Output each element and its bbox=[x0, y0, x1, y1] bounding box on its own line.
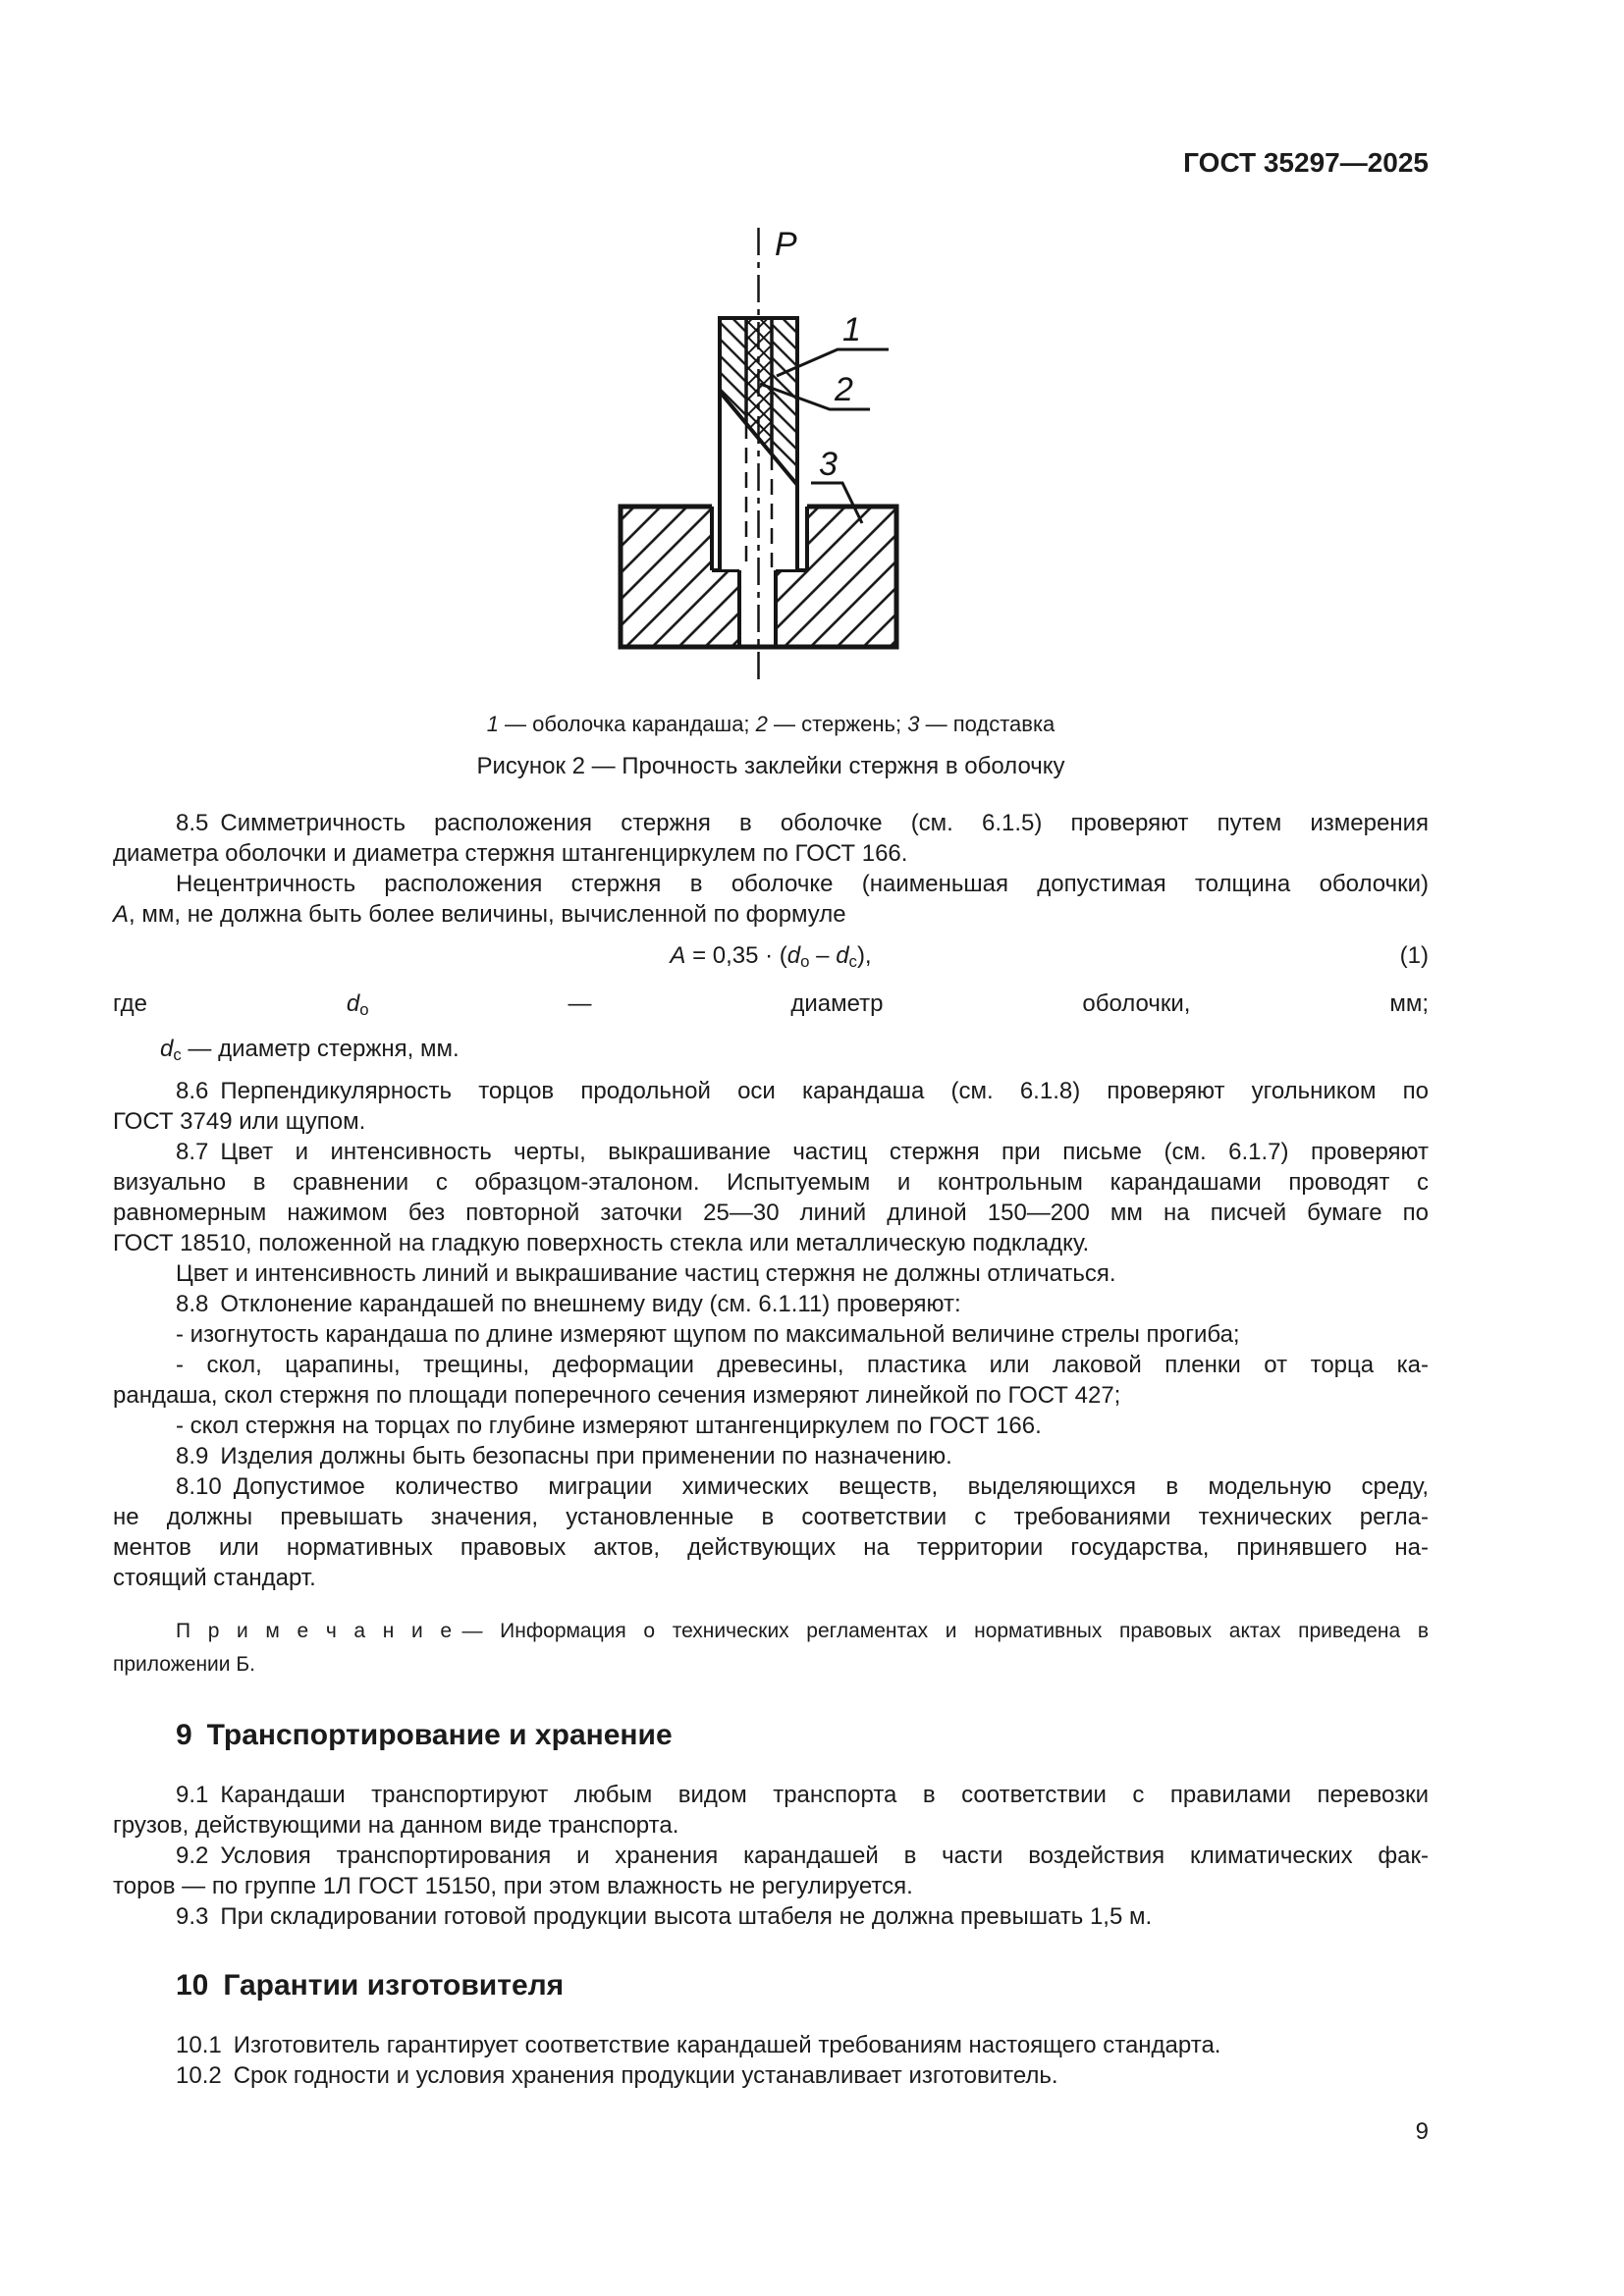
page-number: 9 bbox=[1415, 2117, 1429, 2145]
text-line: ГОСТ 3749 или щупом. bbox=[113, 1107, 366, 1135]
paragraph bbox=[113, 808, 1429, 869]
pencil-glue-strength-diagram bbox=[579, 218, 1031, 696]
paragraph bbox=[113, 1289, 1429, 1319]
text-line: ГОСТ 18510, положенной на гладкую поверхность стекла или металлическую подкладку. bbox=[113, 1229, 1090, 1256]
text-line: 10.2 Срок годности и условия хранения продукции устанавливает изготовитель. bbox=[176, 2061, 1058, 2089]
text-line: 8.8 Отклонение карандашей по внешнему виду (см. 6.1.11) проверяют: bbox=[176, 1290, 961, 1317]
paragraph bbox=[113, 1350, 1429, 1411]
text-line: где dо — диаметр оболочки, мм; bbox=[113, 990, 1429, 1020]
text-line: 9.2 Условия транспортирования и хранения карандашей в части воздействия климатических фак- bbox=[176, 1842, 1429, 1869]
text-line: 8.10 Допустимое количество миграции химических веществ, выделяющихся в модельную среду, bbox=[176, 1472, 1429, 1500]
text-line: визуально в сравнении с образцом-эталоном. Испытуемым и контрольным карандашами проводят с bbox=[113, 1168, 1429, 1196]
text-line: ментов или нормативных правовых актов, действующих на территории государства, принявшего на- bbox=[113, 1533, 1429, 1561]
text-line: не должны превышать значения, установленные в соответствии с требованиями технических регла- bbox=[113, 1503, 1429, 1530]
part-label-1: 1 bbox=[842, 311, 861, 348]
text-line: 9.1 Карандаши транспортируют любым видом транспорта в соответствии с правилами перевозки bbox=[176, 1781, 1429, 1808]
text-line: стоящий стандарт. bbox=[113, 1564, 316, 1591]
paragraph bbox=[113, 2030, 1429, 2060]
paragraph bbox=[113, 1841, 1429, 1901]
paragraph bbox=[113, 1411, 1429, 1441]
text-line: рандаша, скол стержня по площади поперечного сечения измеряют линейкой по ГОСТ 427; bbox=[113, 1381, 1121, 1409]
text-line: Цвет и интенсивность линий и выкрашивание частиц стержня не должны отличаться. bbox=[176, 1259, 1116, 1287]
text-line: - скол, царапины, трещины, деформации древесины, пластика или лаковой пленки от торца ка- bbox=[176, 1351, 1429, 1378]
formula-number: (1) bbox=[1399, 942, 1429, 969]
figure-legend: 1 — оболочка карандаша; 2 — стержень; 3 — подставка bbox=[486, 712, 1056, 736]
text-line: грузов, действующими на данном виде транспорта. bbox=[113, 1811, 679, 1839]
text-line: 8.6 Перпендикулярность торцов продольной оси карандаша (см. 6.1.8) проверяют угольником по bbox=[176, 1077, 1429, 1104]
text-line: - скол стержня на торцах по глубине измеряют штангенциркулем по ГОСТ 166. bbox=[176, 1412, 1042, 1439]
section-heading bbox=[113, 1967, 1429, 2004]
text-line: 10.1 Изготовитель гарантирует соответствие карандашей требованиям настоящего стандарта. bbox=[176, 2031, 1221, 2058]
paragraph bbox=[113, 1780, 1429, 1841]
paragraph bbox=[113, 1441, 1429, 1471]
formula-expression: А = 0,35 · (dо – dс), bbox=[670, 942, 872, 972]
force-label: P bbox=[775, 226, 797, 263]
text-line: диаметра оболочки и диаметра стержня штангенциркулем по ГОСТ 166. bbox=[113, 840, 908, 867]
text-line: П р и м е ч а н и е — Информация о технических регламентах и нормативных правовых актах приведена в bbox=[176, 1619, 1429, 1642]
formula bbox=[113, 937, 1429, 981]
text-line: 9 Транспортирование и хранение bbox=[176, 1718, 673, 1751]
figure-caption: Рисунок 2 — Прочность заклейки стержня в оболочку bbox=[476, 753, 1065, 779]
text-line: торов — по группе 1Л ГОСТ 15150, при этом влажность не регулируется. bbox=[113, 1872, 913, 1899]
paragraph bbox=[113, 869, 1429, 930]
figure-2 bbox=[113, 218, 1429, 780]
text-line: 8.9 Изделия должны быть безопасны при применении по назначению. bbox=[176, 1442, 952, 1469]
section-heading bbox=[113, 1717, 1429, 1754]
paragraph bbox=[113, 1137, 1429, 1258]
part-label-3: 3 bbox=[819, 446, 838, 483]
paragraph bbox=[113, 1258, 1429, 1289]
paragraph bbox=[113, 2060, 1429, 2091]
text-line: 9.3 При складировании готовой продукции высота штабеля не должна превышать 1,5 м. bbox=[176, 1902, 1153, 1930]
text-line: dс — диаметр стержня, мм. bbox=[160, 1036, 460, 1065]
paragraph bbox=[113, 1471, 1429, 1593]
text-line: 8.7 Цвет и интенсивность черты, выкрашивание частиц стержня при письме (см. 6.1.7) проверяют bbox=[176, 1138, 1429, 1165]
paragraph bbox=[113, 1076, 1429, 1137]
text-line: 8.5 Симметричность расположения стержня в оболочке (см. 6.1.5) проверяют путем измерения bbox=[176, 810, 1429, 836]
text-line: А, мм, не должна быть более величины, вычисленной по формуле bbox=[113, 901, 846, 928]
text-line: - изогнутость карандаша по длине измеряют щупом по максимальной величине стрелы прогиба; bbox=[176, 1320, 1240, 1348]
paragraph bbox=[113, 1901, 1429, 1932]
text-line: Нецентричность расположения стержня в оболочке (наименьшая допустимая толщина оболочки) bbox=[176, 871, 1429, 897]
where-clause bbox=[113, 985, 1429, 1075]
note-paragraph bbox=[113, 1615, 1429, 1682]
paragraph bbox=[113, 1319, 1429, 1350]
doc-number-header: ГОСТ 35297—2025 bbox=[1183, 147, 1429, 178]
text-line: равномерным нажимом без повторной заточки 25—30 линий длиной 150—200 мм на писчей бумаге по bbox=[113, 1199, 1429, 1226]
part-label-2: 2 bbox=[835, 371, 853, 408]
body-blocks bbox=[113, 808, 1429, 2091]
text-line: 10 Гарантии изготовителя bbox=[176, 1968, 565, 2002]
text-line: приложении Б. bbox=[113, 1652, 255, 1676]
